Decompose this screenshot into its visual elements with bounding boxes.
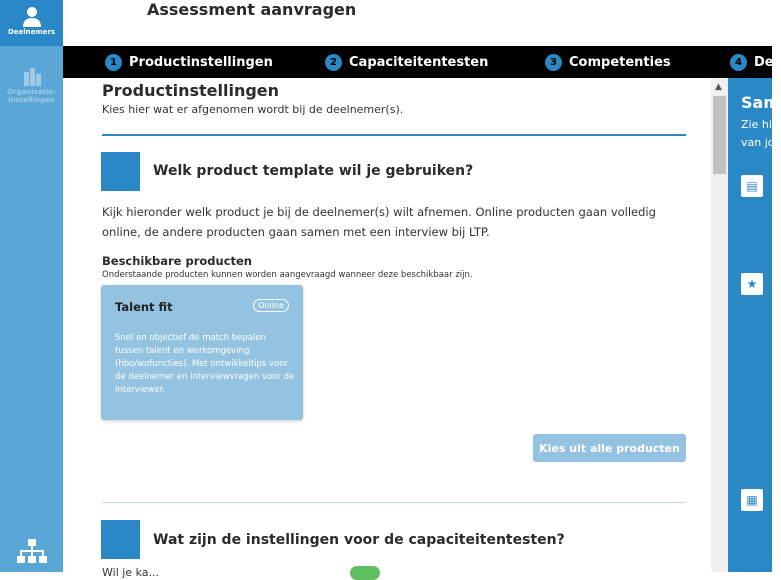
sidebar-item-label: Deelnemers [7,28,56,36]
step-competenties[interactable] [545,53,671,71]
sidebar-item-label: Organisatie-instellingen [7,88,56,104]
page-header-title: Assessment aanvragen [147,0,357,19]
step-number: 1 [105,54,122,71]
sidebar-sitemap[interactable] [0,538,63,566]
step-label: De [754,54,774,70]
user-icon [22,6,42,28]
section-square-icon [101,520,140,559]
clipboard-icon: ▤ [741,175,763,197]
section-title: Welk product template wil je gebruiken? [153,163,474,179]
divider [102,134,686,136]
step-number: 4 [730,54,747,71]
step-label: Productinstellingen [129,54,273,70]
scrollbar-thumb[interactable] [713,96,726,174]
summary-text: Zie hie [741,118,779,131]
scroll-up-icon[interactable]: ▲ [715,82,722,92]
summary-panel [728,78,781,572]
step-4[interactable] [730,53,774,71]
book-icon: ▦ [741,489,763,511]
steps-bar [63,46,772,78]
divider [102,502,686,503]
setting-toggle[interactable] [350,566,380,580]
summary-title: Sam [741,93,780,112]
sidebar-item-organisatie[interactable] [0,68,63,104]
available-products-sub: Onderstaande producten kunnen worden aangevraagd wanneer deze beschikbaar zijn. [102,270,473,280]
sitemap-icon [16,538,48,566]
section-paragraph: Kijk hieronder welk product je bij de deelnemer(s) wilt afnemen. Online producten gaan volledig online, de andere producten gaan samen met een interview bij LTP. [102,205,656,239]
header [63,0,772,46]
product-card-title: Talent fit [115,300,173,314]
step-label: Competenties [569,54,671,70]
star-icon: ★ [741,273,763,295]
step-capaciteitentesten[interactable] [325,53,488,71]
step-label: Capaciteitentesten [349,54,489,70]
sidebar [0,0,63,572]
select-all-products-button[interactable]: Kies uit alle producten [533,434,686,462]
main-content [63,78,711,579]
summary-text: van jou [741,136,781,149]
building-icon [21,68,43,86]
product-card-description: Snel en objectief de match bepalen tussen talent en werkomgeving (hbo/wofuncties). Met ontwikkeltips voor de deelnemer en interviewvragen voor de interviewer. [115,333,295,395]
section-square-icon [101,152,140,191]
section-title: Wat zijn de instellingen voor de capaciteitentesten? [153,532,565,548]
step-number: 3 [545,54,562,71]
setting-question: Wil je ka... [102,566,159,579]
product-card-talent-fit[interactable] [101,285,303,420]
scrollbar[interactable] [711,78,728,572]
available-products-title: Beschikbare producten [102,254,252,268]
step-productinstellingen[interactable] [105,53,273,71]
page-title: Productinstellingen [102,81,280,100]
step-number: 2 [325,54,342,71]
online-badge: Online [253,299,289,312]
page-subtitle: Kies hier wat er afgenomen wordt bij de deelnemer(s). [102,103,404,116]
sidebar-item-deelnemers[interactable] [0,0,63,46]
